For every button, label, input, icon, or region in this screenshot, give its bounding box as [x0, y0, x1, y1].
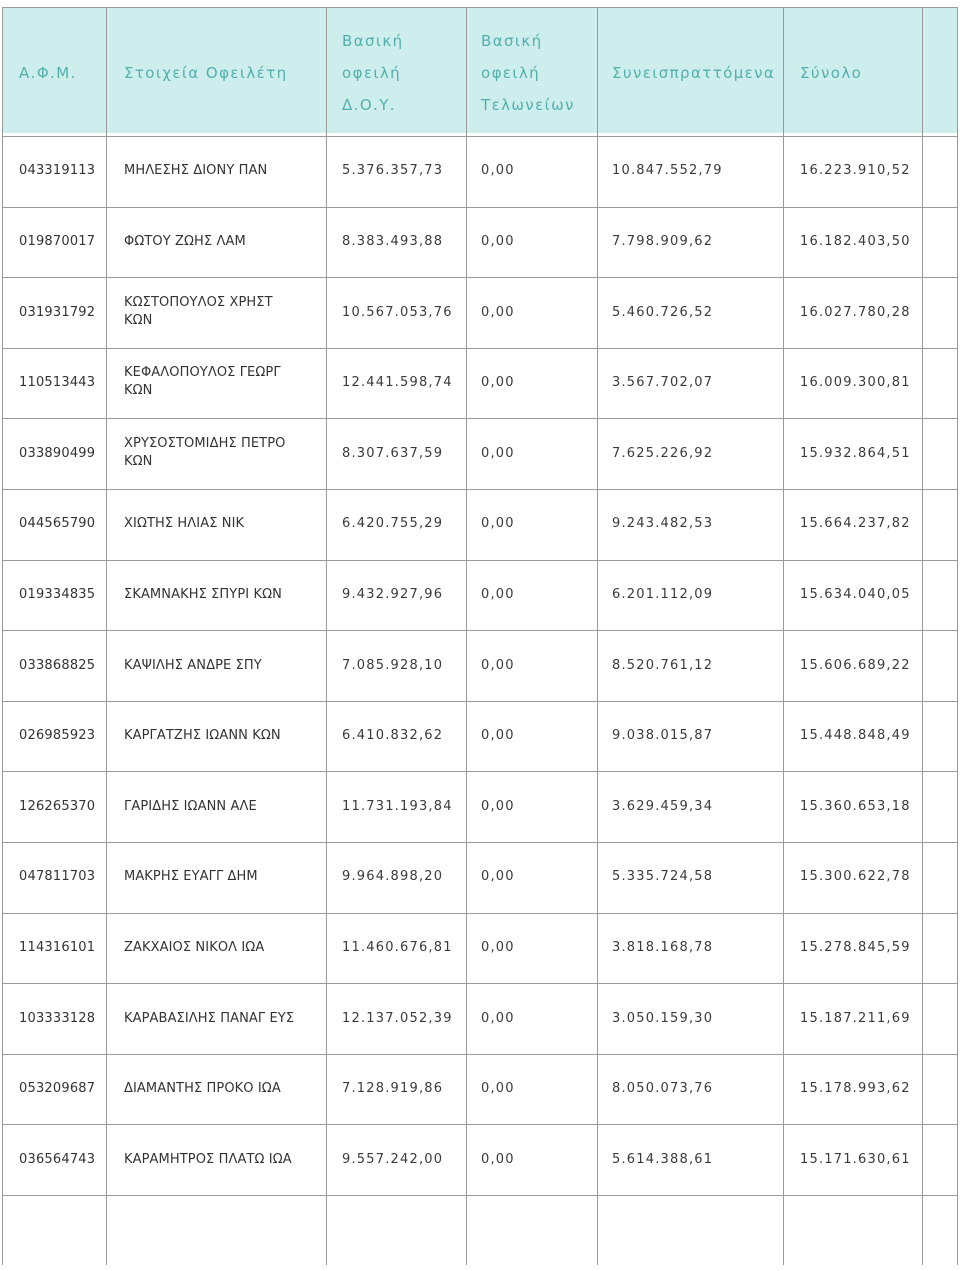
collected-cell: 3.818.168,78 — [612, 939, 714, 955]
afm-cell: 103333128 — [19, 1010, 96, 1026]
total-cell: 15.606.689,22 — [800, 657, 911, 673]
afm-cell: 044565790 — [19, 516, 96, 532]
row-divider — [2, 277, 958, 278]
debtor-name-line: ΚΕΦΑΛΟΠΟΥΛΟΣ ΓΕΩΡΓ — [124, 365, 281, 381]
total-cell: 16.009.300,81 — [800, 375, 911, 391]
collected-cell: 9.243.482,53 — [612, 516, 714, 532]
afm-cell: 036564743 — [19, 1151, 96, 1167]
total-cell: 15.664.237,82 — [800, 516, 911, 532]
row-divider — [2, 771, 958, 772]
basic-doy-cell: 7.085.928,10 — [342, 657, 444, 673]
basic-doy-cell: 11.731.193,84 — [342, 798, 453, 814]
afm-cell: 033890499 — [19, 445, 96, 461]
basic-doy-cell: 6.420.755,29 — [342, 516, 444, 532]
afm-cell: 031931792 — [19, 304, 96, 320]
total-cell: 15.300.622,78 — [800, 869, 911, 885]
basic-doy-cell: 11.460.676,81 — [342, 939, 453, 955]
basic-customs-cell: 0,00 — [481, 869, 515, 885]
afm-cell: 047811703 — [19, 869, 96, 885]
debtor-name-line: ΚΩΝ — [124, 383, 153, 399]
total-cell: 15.171.630,61 — [800, 1151, 911, 1167]
afm-cell: 033868825 — [19, 657, 96, 673]
basic-customs-cell: 0,00 — [481, 939, 515, 955]
column-divider — [2, 7, 3, 1265]
debtor-name-cell: ΣΚΑΜΝΑΚΗΣ ΣΠΥΡΙ ΚΩΝ — [124, 586, 282, 602]
basic-doy-cell: 7.128.919,86 — [342, 1081, 444, 1097]
basic-customs-cell: 0,00 — [481, 1010, 515, 1026]
basic-doy-cell: 9.432.927,96 — [342, 586, 444, 602]
collected-cell: 5.335.724,58 — [612, 869, 714, 885]
row-divider — [2, 842, 958, 843]
total-cell: 16.027.780,28 — [800, 304, 911, 320]
afm-cell: 110513443 — [19, 375, 96, 391]
row-divider — [2, 418, 958, 419]
afm-cell: 019870017 — [19, 233, 96, 249]
basic-customs-cell: 0,00 — [481, 304, 515, 320]
basic-customs-cell: 0,00 — [481, 233, 515, 249]
total-cell: 15.278.845,59 — [800, 939, 911, 955]
collected-cell: 6.201.112,09 — [612, 586, 714, 602]
collected-cell: 9.038.015,87 — [612, 728, 714, 744]
debtor-name-cell: ΜΑΚΡΗΣ ΕΥΑΓΓ ΔΗΜ — [124, 869, 258, 885]
basic-doy-cell: 9.964.898,20 — [342, 869, 444, 885]
debtor-name-cell: ΖΑΚΧΑΙΟΣ ΝΙΚΟΛ ΙΩΑ — [124, 939, 265, 955]
total-cell: 15.360.653,18 — [800, 798, 911, 814]
afm-cell: 019334835 — [19, 586, 96, 602]
column-divider — [922, 7, 923, 1265]
row-divider — [2, 1054, 958, 1055]
row-divider — [2, 1124, 958, 1125]
column-divider — [597, 7, 598, 1265]
debtor-name-cell: ΜΗΛΕΣΗΣ ΔΙΟΝΥ ΠΑΝ — [124, 163, 268, 179]
header-afm: Α.Φ.Μ. — [19, 64, 77, 82]
column-divider — [466, 7, 467, 1265]
basic-customs-cell: 0,00 — [481, 798, 515, 814]
row-divider — [2, 207, 958, 208]
row-divider — [2, 560, 958, 561]
afm-cell: 053209687 — [19, 1081, 96, 1097]
collected-cell: 3.050.159,30 — [612, 1010, 714, 1026]
afm-cell: 126265370 — [19, 798, 96, 814]
row-divider — [2, 348, 958, 349]
total-cell: 16.223.910,52 — [800, 163, 911, 179]
collected-cell: 8.050.073,76 — [612, 1081, 714, 1097]
row-divider — [2, 489, 958, 490]
debtor-name-cell: ΔΙΑΜΑΝΤΗΣ ΠΡΟΚΟ ΙΩΑ — [124, 1081, 281, 1097]
header-basic-customs-line-2: οφειλή — [481, 64, 541, 82]
header-basic-doy-line-1: Βασική — [342, 32, 404, 50]
collected-cell: 8.520.761,12 — [612, 657, 714, 673]
basic-customs-cell: 0,00 — [481, 163, 515, 179]
header-debtor: Στοιχεία Οφειλέτη — [124, 64, 288, 82]
basic-customs-cell: 0,00 — [481, 1081, 515, 1097]
debtor-name-cell: ΚΑΡΑΒΑΣΙΛΗΣ ΠΑΝΑΓ ΕΥΣ — [124, 1010, 295, 1026]
debtor-name-line: ΚΩΝ — [124, 453, 153, 469]
basic-doy-cell: 8.307.637,59 — [342, 445, 444, 461]
basic-doy-cell: 5.376.357,73 — [342, 163, 444, 179]
header-collected: Συνεισπραττόμενα — [612, 64, 776, 82]
basic-doy-cell: 8.383.493,88 — [342, 233, 444, 249]
total-cell: 16.182.403,50 — [800, 233, 911, 249]
debtor-name-line: ΚΩΝ — [124, 312, 153, 328]
debtor-name-cell: ΦΩΤΟΥ ΖΩΗΣ ΛΑΜ — [124, 233, 246, 249]
collected-cell: 5.614.388,61 — [612, 1151, 714, 1167]
collected-cell: 3.629.459,34 — [612, 798, 714, 814]
collected-cell: 10.847.552,79 — [612, 163, 723, 179]
column-divider — [106, 7, 107, 1265]
debtor-name-line: ΚΩΣΤΟΠΟΥΛΟΣ ΧΡΗΣΤ — [124, 294, 273, 310]
basic-customs-cell: 0,00 — [481, 586, 515, 602]
afm-cell: 114316101 — [19, 939, 96, 955]
basic-customs-cell: 0,00 — [481, 516, 515, 532]
debtor-name-cell: ΓΑΡΙΔΗΣ ΙΩΑΝΝ ΑΛΕ — [124, 798, 257, 814]
row-divider — [2, 630, 958, 631]
total-cell: 15.634.040,05 — [800, 586, 911, 602]
row-divider — [2, 7, 958, 8]
collected-cell: 7.625.226,92 — [612, 445, 714, 461]
column-divider — [957, 7, 958, 1265]
row-divider — [2, 701, 958, 702]
collected-cell: 7.798.909,62 — [612, 233, 714, 249]
row-divider — [2, 983, 958, 984]
basic-doy-cell: 10.567.053,76 — [342, 304, 453, 320]
row-divider — [2, 913, 958, 914]
header-basic-customs-line-3: Τελωνείων — [481, 96, 575, 114]
row-divider — [2, 136, 958, 137]
debtor-name-cell: ΚΑΨΙΛΗΣ ΑΝΔΡΕ ΣΠΥ — [124, 657, 262, 673]
header-basic-doy-line-2: οφειλή — [342, 64, 402, 82]
afm-cell: 026985923 — [19, 728, 96, 744]
debtor-name-line: ΧΡΥΣΟΣΤΟΜΙΔΗΣ ΠΕΤΡΟ — [124, 435, 286, 451]
total-cell: 15.178.993,62 — [800, 1081, 911, 1097]
collected-cell: 5.460.726,52 — [612, 304, 714, 320]
debtor-name-cell: ΧΙΩΤΗΣ ΗΛΙΑΣ ΝΙΚ — [124, 516, 245, 532]
basic-customs-cell: 0,00 — [481, 1151, 515, 1167]
basic-doy-cell: 12.137.052,39 — [342, 1010, 453, 1026]
afm-cell: 043319113 — [19, 163, 96, 179]
basic-customs-cell: 0,00 — [481, 375, 515, 391]
column-divider — [326, 7, 327, 1265]
basic-customs-cell: 0,00 — [481, 445, 515, 461]
basic-doy-cell: 9.557.242,00 — [342, 1151, 444, 1167]
debtor-name-cell: ΚΑΡΓΑΤΖΗΣ ΙΩΑΝΝ ΚΩΝ — [124, 728, 281, 744]
total-cell: 15.187.211,69 — [800, 1010, 911, 1026]
header-total: Σύνολο — [800, 64, 863, 82]
basic-doy-cell: 6.410.832,62 — [342, 728, 444, 744]
debtor-name-cell: ΚΑΡΑΜΗΤΡΟΣ ΠΛΑΤΩ ΙΩΑ — [124, 1151, 292, 1167]
total-cell: 15.932.864,51 — [800, 445, 911, 461]
total-cell: 15.448.848,49 — [800, 728, 911, 744]
collected-cell: 3.567.702,07 — [612, 375, 714, 391]
column-divider — [783, 7, 784, 1265]
row-divider — [2, 1195, 958, 1196]
header-basic-doy-line-3: Δ.Ο.Υ. — [342, 96, 396, 114]
header-basic-customs-line-1: Βασική — [481, 32, 543, 50]
basic-customs-cell: 0,00 — [481, 657, 515, 673]
basic-doy-cell: 12.441.598,74 — [342, 375, 453, 391]
basic-customs-cell: 0,00 — [481, 728, 515, 744]
